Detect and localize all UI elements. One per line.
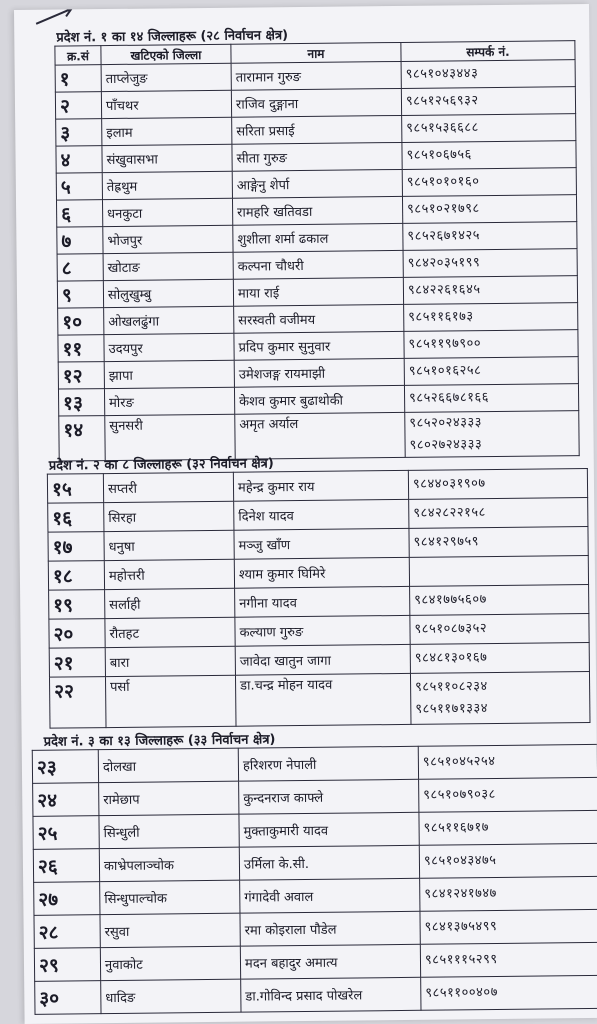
phone-number: ९८५११९७९००	[408, 336, 482, 352]
district-name: रसुवा	[100, 913, 240, 947]
phone-number: ९८४८१३०१६७	[414, 650, 488, 666]
header-name: नाम	[231, 42, 401, 63]
header-sn: क्र.सं	[55, 46, 101, 65]
contact-number	[409, 527, 588, 558]
serial-number: ८	[57, 254, 103, 281]
person-name: डा.चन्द्र मोहन यादव	[235, 673, 411, 726]
phone-number: ९८५१०१०१६०	[406, 174, 480, 190]
serial-number: ४	[56, 146, 102, 173]
phone-number: ९८५१०४५२५४	[422, 753, 496, 770]
person-name: तारामान गुरुङ	[231, 61, 401, 90]
district-name: दोलखा	[98, 748, 238, 782]
person-name: श्याम कुमार घिमिरे	[234, 557, 409, 588]
contact-number	[402, 141, 576, 170]
person-name: कल्याण गुरुङ	[235, 615, 410, 646]
person-name: कल्पना चौधरी	[233, 250, 403, 279]
table-row	[49, 672, 590, 729]
phone-number: ९८५१११५२९९	[424, 951, 498, 968]
district-name: सर्लाही	[105, 588, 235, 618]
phone-number: ९८५१०१६२५८	[408, 363, 482, 379]
person-name: सरस्वती वजीमय	[234, 304, 404, 333]
phone-number: ९८४१२९७५९	[413, 534, 480, 550]
person-name: जावेदा खातुन जागा	[235, 644, 410, 675]
serial-number: ११	[58, 335, 104, 362]
table-row	[35, 975, 597, 1014]
person-name: कुन्दनराज काफ्ले	[239, 779, 419, 814]
serial-number: १०	[58, 308, 104, 335]
person-name: प्रदिप कुमार सुनुवार	[234, 331, 404, 360]
phone-number: ९८५१५३६६८८	[406, 120, 479, 136]
phone-number: ९८४२२६१६४५	[407, 282, 481, 298]
person-name: हरिशरण नेपाली	[238, 746, 418, 781]
person-name: मञ्जु खाँण	[234, 528, 409, 559]
arrow-mark-icon	[34, 5, 74, 25]
phone-number: ९८५११७१३३४	[415, 701, 489, 717]
district-name: झापा	[104, 360, 234, 388]
phone-number: ९८५११६१७३	[408, 309, 474, 325]
phone-number: ९८४४०३१९०७	[412, 476, 486, 492]
serial-number: ३	[56, 119, 102, 146]
contact-number	[404, 330, 578, 359]
serial-number: १७	[48, 532, 104, 562]
contact-number	[408, 469, 587, 500]
person-name: उमेशजङ्ग रायमाझी	[234, 358, 404, 387]
district-name: धादिङ	[101, 979, 241, 1013]
header-contact: सम्पर्क नं.	[401, 41, 575, 62]
person-name: रमा कोइराला पौडेल	[240, 911, 420, 946]
contact-number	[419, 843, 597, 878]
contact-number	[401, 60, 575, 89]
district-name: उदयपुर	[104, 333, 234, 361]
phone-number: ९८५१०२१७९८	[407, 201, 480, 217]
contact-number	[403, 276, 577, 305]
district-name: रामेछाप	[99, 781, 239, 815]
serial-number: १९	[49, 590, 105, 620]
serial-number: २७	[34, 882, 100, 916]
serial-number: १२	[58, 362, 104, 389]
person-name: डा.गोविन्द प्रसाद पोखरेल	[241, 977, 421, 1012]
phone-number: ९८५१०४३४७५	[423, 852, 497, 869]
contact-number	[419, 810, 597, 845]
phone-number: ९८४१२४१७४७	[424, 885, 497, 902]
serial-number: २२	[49, 677, 106, 729]
serial-number: २६	[33, 849, 99, 883]
contact-number	[402, 195, 576, 224]
district-name: खोटाङ	[103, 252, 233, 280]
district-name: सोलुखुम्बु	[103, 279, 233, 307]
phone-number: ९८५१०६७५६	[406, 147, 472, 163]
contact-number	[409, 498, 588, 529]
phone-number: ९८५१२५६९३२	[405, 93, 479, 109]
district-name: ताप्लेजुङ	[101, 63, 231, 91]
contact-number	[420, 942, 597, 977]
contact-number	[405, 411, 579, 458]
contact-number	[410, 672, 590, 725]
section-1-table	[54, 40, 579, 461]
contact-number	[404, 303, 578, 332]
person-name: माया राई	[233, 277, 403, 306]
district-name: भोजपुर	[103, 225, 233, 253]
phone-number: ९८५१०८७३५२	[414, 621, 488, 637]
serial-number: २०	[49, 619, 105, 649]
phone-number: ९८५११००४०७	[425, 984, 499, 1001]
serial-number: २३	[32, 750, 98, 784]
person-name: सीता गुरुङ	[232, 142, 402, 171]
serial-number: १	[55, 65, 101, 92]
serial-number: २१	[49, 648, 105, 678]
section-3-table	[32, 744, 597, 1015]
district-name: तेह्रथुम	[102, 171, 232, 199]
district-name: महोत्तरी	[104, 559, 234, 589]
serial-number: १८	[48, 561, 104, 591]
contact-number	[410, 585, 589, 616]
serial-number: २९	[34, 948, 100, 982]
district-name: सिन्धुपाल्चोक	[100, 880, 240, 914]
person-name: राजिव दुङ्गाना	[231, 88, 401, 117]
serial-number: १५	[47, 474, 103, 504]
district-name: धनुषा	[104, 530, 234, 560]
district-name: सिन्धुली	[99, 814, 239, 848]
serial-number: ३०	[35, 981, 101, 1015]
person-name: शुशीला शर्मा ढकाल	[233, 223, 403, 252]
contact-number	[403, 249, 577, 278]
section-2-title: प्रदेश नं. २ का ८ जिल्लाहरू (३२ निर्वाचन क्षेत्र)	[48, 456, 274, 474]
contact-number	[403, 222, 577, 251]
section-2-table	[47, 468, 591, 729]
serial-number: २८	[34, 915, 100, 949]
contact-number	[402, 168, 576, 197]
phone-number: ९८५२०२४३३३	[409, 415, 483, 431]
section-3-title: प्रदेश नं. ३ का १३ जिल्लाहरू (३३ निर्वाचन क्षेत्र)	[43, 732, 276, 750]
contact-number	[418, 744, 597, 779]
person-name: अमृत अर्याल	[235, 412, 405, 459]
contact-number	[410, 614, 589, 645]
serial-number: १३	[58, 389, 104, 416]
phone-number: ९८५१०७९०३८	[423, 786, 496, 803]
contact-number	[409, 556, 588, 587]
contact-number	[401, 87, 575, 116]
person-name: केशव कुमार बुढाथोकी	[234, 385, 404, 414]
serial-number: २	[55, 92, 101, 119]
header-district: खटिएको जिल्ला	[101, 44, 231, 64]
person-name: महेन्द्र कुमार राय	[233, 470, 408, 501]
contact-number	[420, 876, 597, 911]
serial-number: २४	[33, 783, 99, 817]
district-name: इलाम	[102, 117, 232, 145]
person-name: मुक्ताकुमारी यादव	[239, 812, 419, 847]
district-name: धनकुटा	[102, 198, 232, 226]
phone-number: ९८०२७२४३३३	[409, 437, 483, 453]
phone-number: ९८४२८२२१५८	[413, 505, 486, 521]
district-name: संखुवासभा	[102, 144, 232, 172]
person-name: आङ्गेनु शेर्पा	[232, 169, 402, 198]
phone-number: ९८५१०४३४४३	[405, 66, 479, 82]
phone-number: ९८४२०३५१९९	[407, 255, 481, 271]
section-1-title: प्रदेश नं. १ का १४ जिल्लाहरू (२८ निर्वाचन क्षेत्र)	[56, 28, 289, 46]
serial-number: ६	[56, 200, 102, 227]
serial-number: १४	[59, 416, 105, 461]
person-name: रामहरि खतिवडा	[232, 196, 402, 225]
district-name: नुवाकोट	[100, 946, 240, 980]
district-name: सप्तरी	[103, 472, 233, 502]
serial-number: २५	[33, 816, 99, 850]
serial-number: ९	[57, 281, 103, 308]
district-name: काभ्रेपलाञ्चोक	[99, 847, 239, 881]
phone-number: ९८५२६७१४२५	[407, 228, 481, 244]
person-name: नगीना यादव	[235, 586, 410, 617]
contact-number	[404, 384, 578, 413]
person-name: गंगादेवी अवाल	[240, 878, 420, 913]
contact-number	[410, 643, 589, 674]
person-name: उर्मिला के.सी.	[239, 845, 419, 880]
phone-number: ९८४१३७५४९९	[424, 918, 498, 935]
district-name: सिरहा	[104, 501, 234, 531]
table-row	[59, 411, 579, 461]
contact-number	[419, 777, 597, 812]
document-sheet	[14, 4, 597, 1024]
district-name: बारा	[105, 646, 235, 676]
district-name: सुनसरी	[105, 414, 235, 460]
contact-number	[404, 357, 578, 386]
serial-number: १६	[48, 503, 104, 533]
person-name: सरिता प्रसाई	[232, 115, 402, 144]
district-name: पर्सा	[105, 675, 236, 727]
serial-number: ७	[57, 227, 103, 254]
contact-number	[420, 909, 597, 944]
contact-number	[402, 114, 576, 143]
phone-number: ९८५११०८२३४	[415, 679, 488, 695]
district-name: ओखलढुंगा	[104, 306, 234, 334]
district-name: रौतहट	[105, 617, 235, 647]
serial-number: ५	[56, 173, 102, 200]
phone-number: ९८४१७७५६०७	[414, 592, 487, 608]
person-name: दिनेश यादव	[234, 499, 409, 530]
phone-number: ९८५२६६७८१६६	[409, 390, 490, 406]
district-name: मोरङ	[104, 387, 234, 415]
contact-number	[421, 975, 597, 1010]
phone-number: ९८५११६७१७	[423, 820, 490, 836]
person-name: मदन बहादुर अमात्य	[240, 944, 420, 979]
district-name: पाँचथर	[101, 90, 231, 118]
